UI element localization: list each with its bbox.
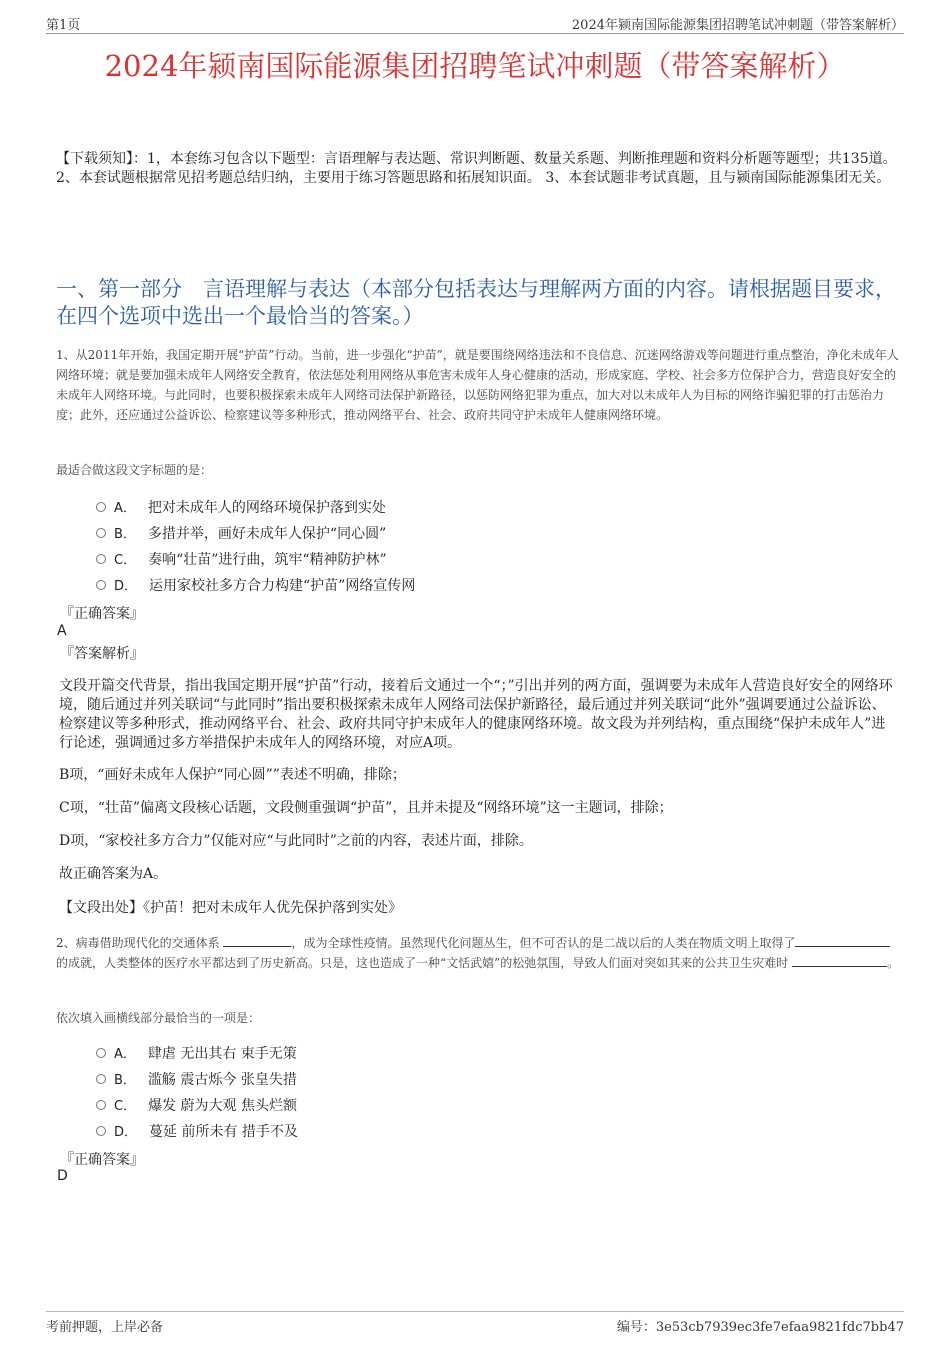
q2-passage: 2、病毒借助现代化的交通体系 ，成为全球性疫情。虽然现代化问题丛生，但不可否认的是二战以后的人类在物质文明上取得了的成就，人类整体的医疗水平都达到了历史新高。只是，这也造成了一种“文恬武嬉”的松弛氛围，导致人们面对突如其来的公共卫生灾难时 。 <box>56 936 900 970</box>
q2-prompt: 依次填入画横线部分最恰当的一项是： <box>56 1011 261 1025</box>
document-title: 2024年颍南国际能源集团招聘笔试冲刺题（带答案解析） <box>104 49 846 83</box>
radio-icon[interactable] <box>96 1100 106 1110</box>
radio-icon[interactable] <box>96 1048 106 1058</box>
fill-blank-1 <box>223 934 291 947</box>
q2-option-b[interactable]: B． 滥觞 震古烁今 张皇失措 <box>96 1069 297 1089</box>
header-divider <box>46 33 904 34</box>
fill-blank-3 <box>792 954 887 967</box>
page-number: 第1页 <box>46 18 81 33</box>
q1-analysis-c: C项，“壮苗”偏离文段核心话题，文段侧重强调“护苗”，且并未提及“网络环境”这一主题词，排除； <box>59 800 673 816</box>
section-heading: 一、第一部分 言语理解与表达（本部分包括表达与理解两方面的内容。请根据题目要求，在四个选项中选出一个最恰当的答案。） <box>56 277 896 328</box>
header-doc-title: 2024年颍南国际能源集团招聘笔试冲刺题（带答案解析） <box>571 18 904 33</box>
q1-option-a[interactable]: A． 把对未成年人的网络环境保护落到实处 <box>96 497 386 517</box>
q1-prompt: 最适合做这段文字标题的是： <box>56 463 213 477</box>
page-header <box>46 14 904 32</box>
q2-answer: D <box>57 1168 68 1184</box>
footer-slogan: 考前押题，上岸必备 <box>46 1320 164 1335</box>
notice-tag: 【下载须知】 <box>56 151 133 167</box>
q1-option-c[interactable]: C． 奏响“壮苗”进行曲，筑牢“精神防护林” <box>96 549 387 569</box>
radio-icon[interactable] <box>96 528 106 538</box>
radio-icon[interactable] <box>96 554 106 564</box>
q1-source: 【文段出处】《护苗！把对未成年人优先保护落到实处》 <box>59 900 402 916</box>
q1-option-d[interactable]: D． 运用家校社多方合力构建“护苗”网络宣传网 <box>96 575 415 595</box>
q1-passage: 1、从2011年开始，我国定期开展“护苗”行动。当前，进一步强化“护苗”，就是要围绕网络违法和不良信息、沉迷网络游戏等问题进行重点整治，净化未成年人网络环境；就是要加强未成年人网络安全教育，依法惩处利用网络从事危害未成年人身心健康的活动，形成家庭、学校、社会多方位保护合力，营造良好安全的未成年人网络环境。与此同时，也要积极探索未成年人网络司法保护新路径，以惩防网络犯罪为重点，加大对以未成年人为目标的网络诈骗犯罪的打击惩治力度；此外，还应通过公益诉讼、检察建议等多种形式，推动网络平台、社会、政府共同守护未成年人健康网络环境。 <box>56 348 899 422</box>
q2-option-a[interactable]: A． 肆虐 无出其右 束手无策 <box>96 1043 297 1063</box>
q2-answer-label: 『正确答案』 <box>60 1152 144 1168</box>
radio-icon[interactable] <box>96 1126 106 1136</box>
q1-analysis-d: D项，“家校社多方合力”仅能对应“与此同时”之前的内容，表述片面，排除。 <box>59 833 533 849</box>
radio-icon[interactable] <box>96 1074 106 1084</box>
q1-analysis-b: B项，“画好未成年人保护“同心圆””表述不明确，排除； <box>59 767 406 783</box>
q1-option-b[interactable]: B． 多措并举，画好未成年人保护“同心圆” <box>96 523 386 543</box>
radio-icon[interactable] <box>96 502 106 512</box>
q2-option-d[interactable]: D． 蔓延 前所未有 措手不及 <box>96 1121 298 1141</box>
q1-analysis-main: 文段开篇交代背景，指出我国定期开展“护苗”行动，接着后文通过一个“；”引出并列的两方面，强调要为未成年人营造良好安全的网络环境，随后通过并列关联词“与此同时”指出要积极探索未成年人网络司法保护新路径，最后通过并列关联词“此外”强调要通过公益诉讼、检察建议等多种形式，推动网络平台、社会、政府共同守护未成年人的健康网络环境。故文段为并列结构，重点围绕“保护未成年人”进行论述，强调通过多方举措保护未成年人的网络环境，对应A项。 <box>59 678 893 751</box>
q1-conclusion: 故正确答案为A。 <box>59 866 168 882</box>
q2-option-c[interactable]: C． 爆发 蔚为大观 焦头烂额 <box>96 1095 297 1115</box>
q1-analysis-label: 『答案解析』 <box>60 646 144 662</box>
footer-serial: 编号：3e53cb7939ec3fe7efaa9821fdc7bb47 <box>616 1320 904 1335</box>
radio-icon[interactable] <box>96 580 106 590</box>
fill-blank-2 <box>795 934 890 947</box>
footer-divider <box>46 1311 904 1312</box>
q1-answer: A <box>57 623 67 639</box>
notice-text: ：1，本套练习包含以下题型：言语理解与表达题、常识判断题、数量关系题、判断推理题和资料分析题等题型；共135道。 2、本套试题根据常见招考题总结归纳，主要用于练习答题思路和拓展知识面。 3、本套试题非考试真题，且与颍南国际能源集团无关。 <box>56 151 897 186</box>
q1-answer-label: 『正确答案』 <box>60 606 144 622</box>
download-notice <box>56 150 901 188</box>
